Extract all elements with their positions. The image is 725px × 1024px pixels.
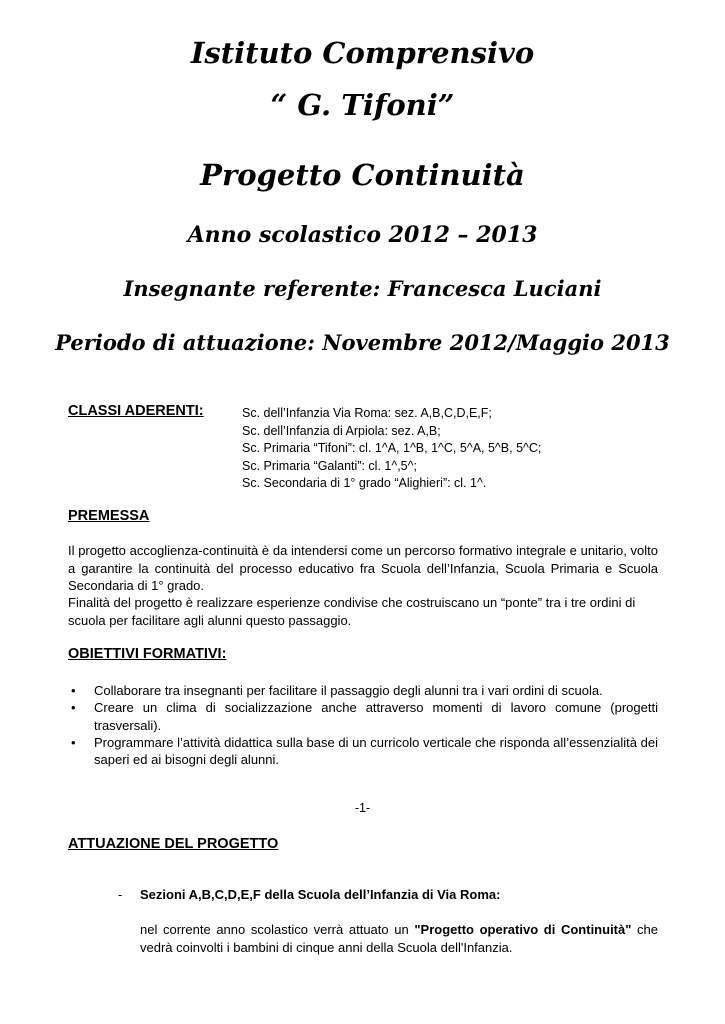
list-item: Sc. Primaria “Galanti”: cl. 1^,5^;	[242, 458, 417, 473]
premessa-paragraph-1: Il progetto accoglienza-continuità è da intendersi come un percorso formativo integrale e unitario, volto a garantire la continuità del processo educativo fra Scuola dell’Infanzia, Scuola Primaria e Scuola Secondaria di 1° grado.	[68, 543, 658, 593]
page-number: -1-	[354, 801, 371, 815]
bullet-icon: •	[71, 683, 76, 698]
list-item: Sc. Primaria “Tifoni”: cl. 1^A, 1^B, 1^C, 5^A, 5^B, 5^C;	[242, 441, 542, 456]
list-item	[68, 734, 658, 769]
project-title: Progetto Continuità	[200, 158, 525, 192]
school-name-line1: Istituto Comprensivo	[190, 36, 535, 70]
dash-bullet: -	[118, 887, 123, 902]
premessa-paragraph-2: Finalità del progetto è realizzare esperienze condivise che costruiscano un “ponte” tra i tre ordini di scuola per facilitare agli alunni questo passaggio.	[68, 595, 636, 628]
attuazione-text-bold: "Progetto operativo di Continuità"	[414, 922, 632, 937]
list-item	[68, 682, 658, 699]
attuazione-paragraph	[140, 921, 658, 956]
obiettivi-heading: OBIETTIVI FORMATIVI:	[68, 646, 227, 662]
list-item-text: Collaborare tra insegnanti per facilitare il passaggio degli alunni tra i vari ordini di scuola.	[94, 683, 603, 698]
implementation-period: Periodo di attuazione: Novembre 2012/Maggio 2013	[55, 330, 670, 355]
bullet-icon: •	[71, 734, 76, 750]
list-item: Sc. Secondaria di 1° grado “Alighieri”: cl. 1^.	[242, 476, 487, 491]
obiettivi-list	[68, 682, 658, 768]
list-item: Sc. dell’Infanzia Via Roma: sez. A,B,C,D,E,F;	[242, 406, 492, 420]
list-item-text: Creare un clima di socializzazione anche attraverso momenti di lavoro comune (progetti trasversali).	[94, 700, 658, 733]
referent-teacher: Insegnante referente: Francesca Luciani	[123, 276, 602, 301]
classi-list	[242, 405, 541, 493]
attuazione-text-end: che vedrà coinvolti i bambini di cinque anni della Scuola dell'Infanzia.	[140, 922, 659, 955]
classi-heading: CLASSI ADERENTI:	[68, 403, 204, 419]
attuazione-heading: ATTUAZIONE DEL PROGETTO	[68, 836, 279, 852]
school-name-line2: “ G. Tifoni”	[270, 88, 455, 122]
attuazione-text-start: nel corrente anno scolastico verrà attuato un	[140, 922, 415, 937]
bullet-icon: •	[71, 700, 76, 716]
sezioni-subheading: Sezioni A,B,C,D,E,F della Scuola dell’Infanzia di Via Roma:	[140, 887, 501, 902]
list-item	[68, 699, 658, 734]
list-item: Sc. dell’Infanzia di Arpiola: sez. A,B;	[242, 423, 441, 438]
premessa-heading: PREMESSA	[68, 508, 150, 524]
school-year: Anno scolastico 2012 – 2013	[187, 222, 538, 248]
list-item-text: Programmare l’attività didattica sulla base di un curricolo verticale che risponda all’essenzialità dei saperi ed ai bisogni degli alunni.	[94, 734, 658, 768]
